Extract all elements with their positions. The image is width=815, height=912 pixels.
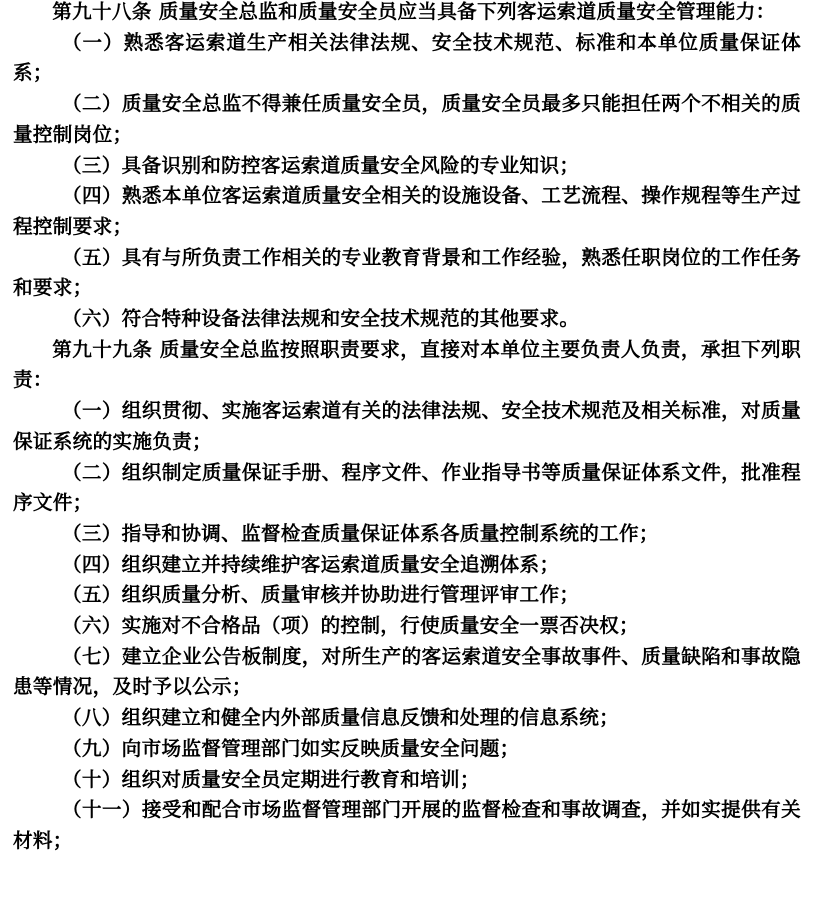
article-98	[13, 0, 801, 28]
article-99	[13, 335, 801, 396]
article-99-clause-4: （四）组织建立并持续维护客运索道质量安全追溯体系；	[62, 552, 560, 576]
article-99-clause-7: （七）建立企业公告板制度，对所生产的客运索道安全事故事件、质量缺陷和事故隐患等情况，及时予以公示；	[13, 644, 801, 699]
article-99-clause-2: （二）组织制定质量保证手册、程序文件、作业指导书等质量保证体系文件，批准程序文件；	[13, 460, 801, 515]
article-99-clause-9: （九）向市场监督管理部门如实反映质量安全问题；	[62, 736, 520, 760]
article-98-clause-3: （三）具备识别和防控客运索道质量安全风险的专业知识；	[62, 153, 580, 177]
article-98-heading: 第九十八条	[52, 0, 152, 23]
article-98-clause-2: （二）质量安全总监不得兼任质量安全员，质量安全员最多只能担任两个不相关的质量控制岗位；	[13, 92, 801, 146]
article-99-text: 质量安全总监按照职责要求，直接对本单位主要负责人负责，承担下列职责：	[13, 337, 801, 392]
article-99-clause-3: （三）指导和协调、监督检查质量保证体系各质量控制系统的工作；	[62, 521, 659, 545]
article-98-clause-1: （一）熟悉客运索道生产相关法律法规、安全技术规范、标准和本单位质量保证体系；	[13, 30, 801, 85]
article-98-text: 质量安全总监和质量安全员应当具备下列客运索道质量安全管理能力：	[151, 0, 776, 23]
article-99-clause-10: （十）组织对质量安全员定期进行教育和培训；	[62, 767, 480, 791]
article-98-clause-4: （四）熟悉本单位客运索道质量安全相关的设施设备、工艺流程、操作规程等生产过程控制要求；	[13, 184, 801, 238]
article-99-clause-11: （十一）接受和配合市场监督管理部门开展的监督检查和事故调查，并如实提供有关材料；	[13, 798, 801, 852]
article-99-clause-6: （六）实施对不合格品（项）的控制，行使质量安全一票否决权；	[62, 614, 639, 638]
article-98-clause-5: （五）具有与所负责工作相关的专业教育背景和工作经验，熟悉任职岗位的工作任务和要求；	[13, 245, 801, 300]
article-99-clause-1: （一）组织贯彻、实施客运索道有关的法律法规、安全技术规范及相关标准，对质量保证系统的实施负责；	[13, 399, 801, 453]
article-99-heading: 第九十九条	[52, 337, 153, 361]
article-98-clause-6: （六）符合特种设备法律法规和安全技术规范的其他要求。	[62, 307, 580, 331]
article-99-clause-8: （八）组织建立和健全内外部质量信息反馈和处理的信息系统；	[62, 706, 620, 730]
article-99-clause-5: （五）组织质量分析、质量审核并协助进行管理评审工作；	[62, 583, 580, 607]
